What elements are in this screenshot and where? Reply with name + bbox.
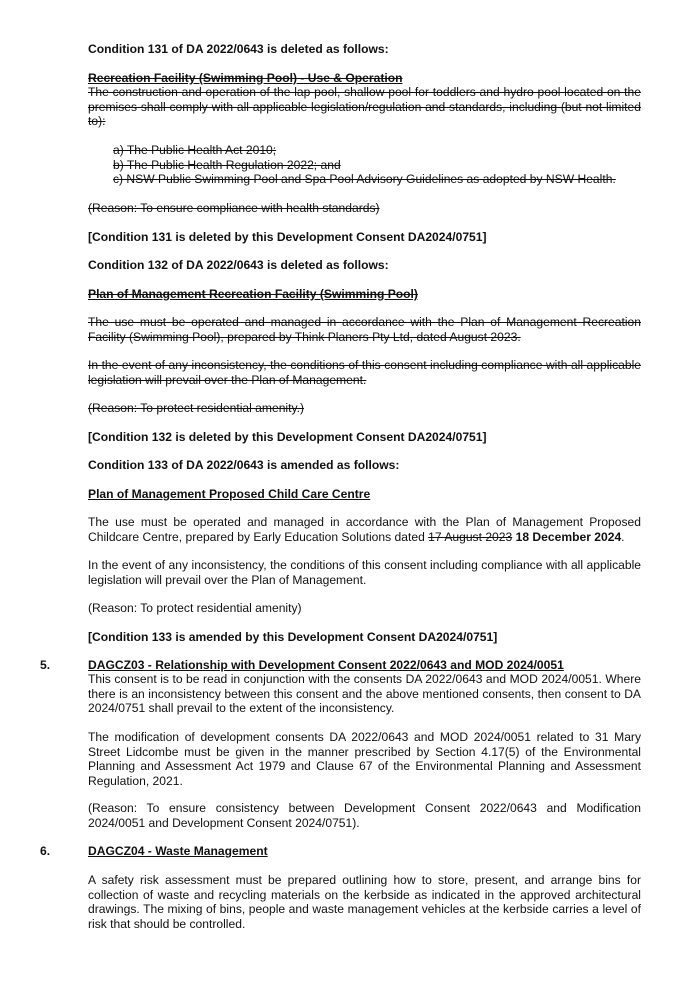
section-5-heading: DAGCZ03 - Relationship with Development Consent 2022/0643 and MOD 2024/0051	[88, 658, 564, 672]
condition-132-note: [Condition 132 is deleted by this Development Consent DA2024/0751]	[88, 430, 487, 444]
condition-132-intro: Condition 132 of DA 2022/0643 is deleted as follows:	[88, 258, 389, 272]
section-6-number: 6.	[40, 844, 51, 858]
deleted-date: 17 August 2023	[428, 529, 513, 544]
paragraph-text: The use must be operated and managed in accordance with the Plan of Management Proposed Childcare Centre, prepared by Early Education Solutions dated	[88, 515, 641, 544]
condition-131-body: The construction and operation of the lap pool, shallow pool for toddlers and hydro pool located on the premises shall comply with all applicable legislation/regulation and standards, including (but not limited to):	[88, 85, 641, 129]
section-6-paragraph-1: A safety risk assessment must be prepared outlining how to store, present, and arrange bins for collection of waste and recycling materials on the kerbside as indicated in the approved architectural drawings. The mixing of bins, people and waste management vehicles at the kerbside carries a level of risk that should be controlled.	[88, 873, 641, 931]
condition-132-reason: (Reason: To protect residential amenity.)	[88, 401, 304, 415]
condition-131-heading: Recreation Facility (Swimming Pool) - Use & Operation	[88, 71, 403, 85]
list-item: a) The Public Health Act 2010;	[113, 143, 277, 157]
added-date: 18 December 2024	[515, 529, 622, 544]
condition-132-paragraph-1: The use must be operated and managed in accordance with the Plan of Management Recreation Facility (Swimming Pool), prepared by Think Planers Pty Ltd, dated August 2023.	[88, 315, 641, 344]
section-5-paragraph-1: This consent is to be read in conjunction with the consents DA 2022/0643 and MOD 2024/0051. Where there is an inconsistency between this consent and the above mentioned consents, then consent to DA 2024/0751 shall prevail to the extent of the inconsistency.	[88, 672, 641, 716]
condition-132-paragraph-2: In the event of any inconsistency, the conditions of this consent including compliance with all applicable legislation will prevail over the Plan of Management.	[88, 358, 641, 387]
list-item: c) NSW Public Swimming Pool and Spa Pool Advisory Guidelines as adopted by NSW Health.	[113, 172, 616, 187]
condition-131-list	[113, 143, 616, 187]
section-5-reason: (Reason: To ensure consistency between Development Consent 2022/0643 and Modification 2024/0051 and Development Consent 2024/0751).	[88, 801, 641, 830]
section-5-number: 5.	[40, 658, 51, 672]
condition-132-heading: Plan of Management Recreation Facility (Swimming Pool)	[88, 287, 418, 301]
condition-131-note: [Condition 131 is deleted by this Development Consent DA2024/0751]	[88, 230, 487, 244]
paragraph-end: .	[621, 529, 625, 544]
condition-133-paragraph-2: In the event of any inconsistency, the conditions of this consent including compliance with all applicable legislation will prevail over the Plan of Management.	[88, 558, 641, 587]
condition-131-intro: Condition 131 of DA 2022/0643 is deleted as follows:	[88, 42, 389, 56]
condition-133-reason: (Reason: To protect residential amenity)	[88, 601, 302, 615]
section-6-heading: DAGCZ04 - Waste Management	[88, 844, 268, 858]
condition-133-note: [Condition 133 is amended by this Development Consent DA2024/0751]	[88, 630, 498, 644]
condition-133-paragraph-1	[88, 515, 641, 544]
condition-133-heading: Plan of Management Proposed Child Care Centre	[88, 487, 371, 501]
list-item: b) The Public Health Regulation 2022; and	[113, 157, 341, 172]
condition-133-intro: Condition 133 of DA 2022/0643 is amended as follows:	[88, 458, 400, 472]
section-5-paragraph-2: The modification of development consents DA 2022/0643 and MOD 2024/0051 related to 31 Mary Street Lidcombe must be given in the manner prescribed by Section 4.17(5) of the Environmental Planning and Assessment Act 1979 and Clause 67 of the Environmental Planning and Assessment Regulation, 2021.	[88, 730, 641, 788]
condition-131-reason: (Reason: To ensure compliance with health standards)	[88, 201, 380, 215]
